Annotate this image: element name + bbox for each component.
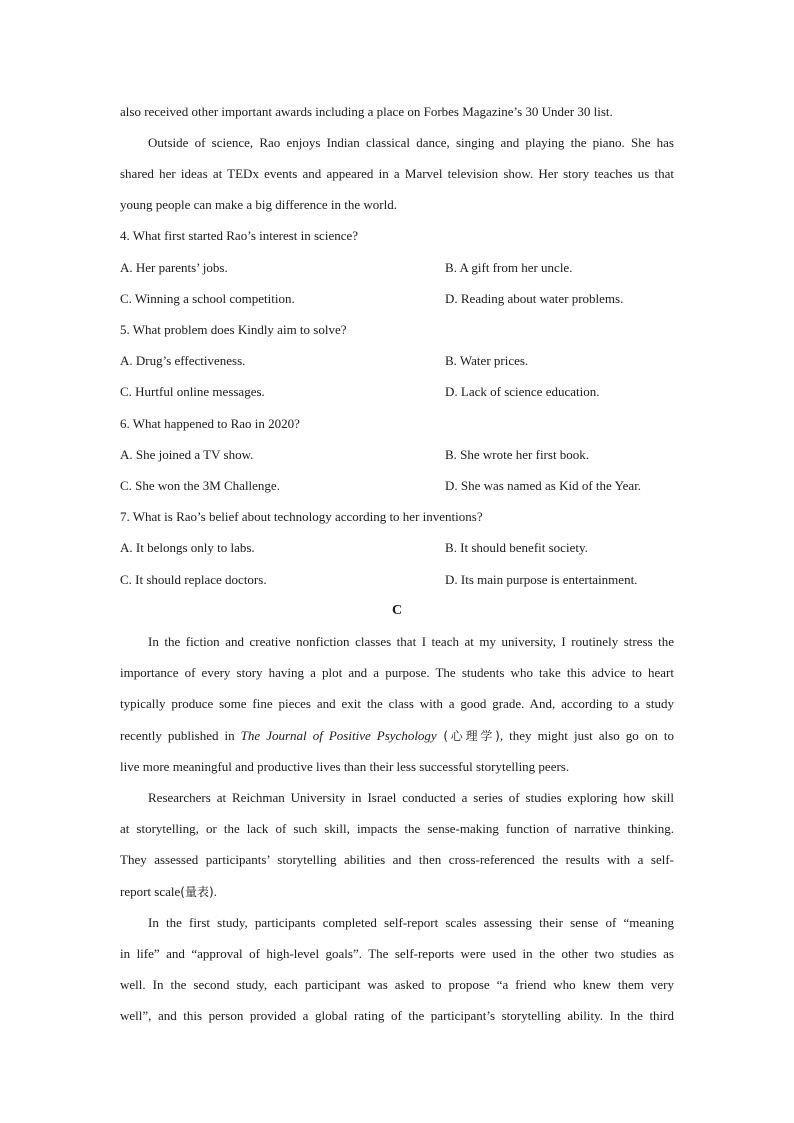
passage-c-line: typically produce some fine pieces and exit the class with a good grade. And, according to a study [120, 696, 674, 711]
passage-c-line: at storytelling, or the lack of such skill, impacts the sense-making function of narrative thinking. [120, 821, 674, 836]
journal-title: The Journal of Positive Psychology [240, 728, 437, 743]
passage-c-line: They assessed participants’ storytelling abilities and then cross-referenced the results with a self- [120, 852, 674, 867]
passage-b-line: shared her ideas at TEDx events and appeared in a Marvel television show. Her story teaches us that [120, 166, 674, 181]
passage-c-line [120, 728, 674, 744]
chinese-gloss: (量表) [180, 885, 214, 899]
chinese-gloss: (心理学) [436, 729, 500, 743]
text-run: report scale [120, 884, 181, 899]
text-run: . [213, 884, 217, 899]
passage-b-line: also received other important awards including a place on Forbes Magazine’s 30 Under 30 list. [120, 104, 613, 119]
answer-option: C. She won the 3M Challenge. [120, 478, 280, 493]
answer-option: A. It belongs only to labs. [120, 540, 255, 555]
answer-option: C. Winning a school competition. [120, 291, 295, 306]
passage-b-line: Outside of science, Rao enjoys Indian classical dance, singing and playing the piano. She has [148, 135, 674, 150]
section-heading: C [391, 603, 403, 618]
passage-c-line [120, 884, 674, 900]
passage-c-line: Researchers at Reichman University in Israel conducted a series of studies exploring how skill [148, 790, 674, 805]
answer-option: D. She was named as Kid of the Year. [445, 478, 642, 493]
answer-option: B. Water prices. [445, 353, 529, 368]
answer-option: B. She wrote her first book. [445, 447, 590, 462]
answer-option: A. She joined a TV show. [120, 447, 254, 462]
passage-b-line: young people can make a big difference in the world. [120, 197, 397, 212]
question-stem: 4. What first started Rao’s interest in science? [120, 228, 359, 243]
text-run: recently published in [120, 728, 241, 743]
text-run: , they might just also go on to [499, 728, 674, 743]
question-stem: 5. What problem does Kindly aim to solve? [120, 322, 347, 337]
passage-c-line: live more meaningful and productive lives than their less successful storytelling peers. [120, 759, 570, 774]
answer-option: B. A gift from her uncle. [445, 260, 573, 275]
answer-option: D. Lack of science education. [445, 384, 600, 399]
answer-option: A. Her parents’ jobs. [120, 260, 228, 275]
answer-option: D. Its main purpose is entertainment. [445, 572, 638, 587]
question-stem: 6. What happened to Rao in 2020? [120, 416, 300, 431]
passage-c-line: importance of every story having a plot and a purpose. The students who take this advice to heart [120, 665, 674, 680]
answer-option: A. Drug’s effectiveness. [120, 353, 246, 368]
passage-c-line: In the fiction and creative nonfiction classes that I teach at my university, I routinely stress the [148, 634, 674, 649]
passage-c-line: well. In the second study, each participant was asked to propose “a friend who knew them very [120, 977, 674, 992]
answer-option: C. Hurtful online messages. [120, 384, 265, 399]
passage-c-line: In the first study, participants completed self-report scales assessing their sense of “meaning [148, 915, 674, 930]
passage-c-line: well”, and this person provided a global rating of the participant’s storytelling ability. In the third [120, 1008, 674, 1023]
answer-option: D. Reading about water problems. [445, 291, 624, 306]
answer-option: C. It should replace doctors. [120, 572, 267, 587]
question-stem: 7. What is Rao’s belief about technology according to her inventions? [120, 509, 483, 524]
answer-option: B. It should benefit society. [445, 540, 588, 555]
passage-c-line: in life” and “approval of high-level goals”. The self-reports were used in the other two studies as [120, 946, 674, 961]
